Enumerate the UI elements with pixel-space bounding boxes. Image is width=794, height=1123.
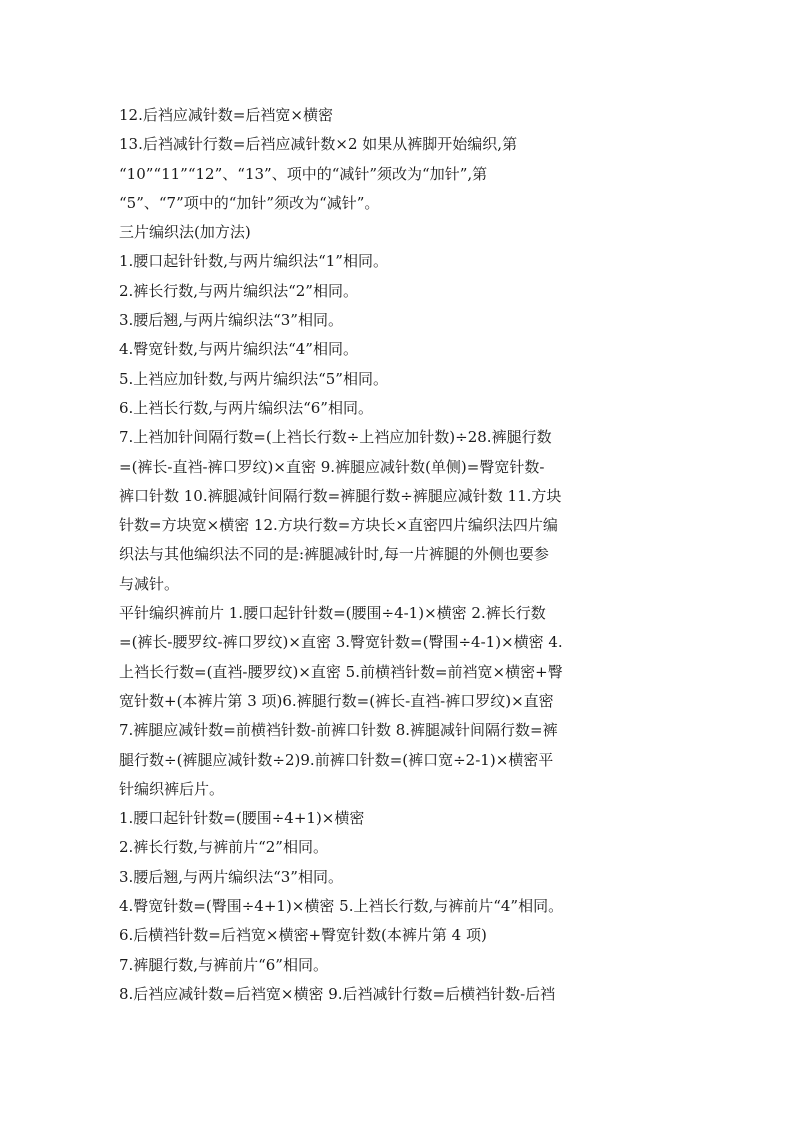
text-line: 裤口针数 10.裤腿减针间隔行数=裤腿行数÷裤腿应减针数 11.方块 bbox=[119, 486, 562, 505]
text-line: 1.腰口起针针数,与两片编织法“1”相同。 bbox=[119, 252, 388, 271]
text-line: 7.裤腿行数,与裤前片“6”相同。 bbox=[119, 955, 328, 974]
text-line: 3.腰后翘,与两片编织法“3”相同。 bbox=[119, 867, 343, 886]
text-line: 3.腰后翘,与两片编织法“3”相同。 bbox=[119, 311, 343, 330]
text-line: 5.上裆应加针数,与两片编织法“5”相同。 bbox=[119, 369, 388, 388]
text-line: 2.裤长行数,与裤前片“2”相同。 bbox=[119, 838, 328, 857]
text-line: 针数=方块宽×横密 12.方块行数=方块长×直密四片编织法四片编 bbox=[119, 516, 558, 535]
text-line: 8.后裆应减针数=后裆宽×横密 9.后裆减针行数=后横裆针数-后裆 bbox=[119, 984, 556, 1003]
text-line: 2.裤长行数,与两片编织法“2”相同。 bbox=[119, 281, 358, 300]
text-line: “5”、“7”项中的“加针”须改为“减针”。 bbox=[119, 193, 380, 212]
text-line: 腿行数÷(裤腿应减针数÷2)9.前裤口针数=(裤口宽÷2-1)×横密平 bbox=[119, 750, 554, 769]
text-line: 7.上裆加针间隔行数=(上裆长行数÷上裆应加针数)÷28.裤腿行数 bbox=[119, 428, 552, 447]
text-line: 4.臀宽针数=(臀围÷4+1)×横密 5.上裆长行数,与裤前片“4”相同。 bbox=[119, 897, 564, 916]
text-line: 4.臀宽针数,与两片编织法“4”相同。 bbox=[119, 340, 358, 359]
text-line: 与减针。 bbox=[119, 574, 180, 593]
text-line: 6.上裆长行数,与两片编织法“6”相同。 bbox=[119, 398, 373, 417]
text-line: =(裤长-腰罗纹-裤口罗纹)×直密 3.臀宽针数=(臀围÷4-1)×横密 4. bbox=[119, 633, 563, 652]
text-line: 6.后横裆针数=后裆宽×横密+臀宽针数(本裤片第 4 项) bbox=[119, 926, 487, 945]
text-line: 平针编织裤前片 1.腰口起针针数=(腰围÷4-1)×横密 2.裤长行数 bbox=[119, 604, 546, 623]
text-line: 织法与其他编织法不同的是:裤腿减针时,每一片裤腿的外侧也要参 bbox=[119, 545, 549, 564]
text-line: 上裆长行数=(直裆-腰罗纹)×直密 5.前横裆针数=前裆宽×横密+臀 bbox=[119, 662, 563, 681]
text-line: 针编织裤后片。 bbox=[119, 779, 225, 798]
text-line: 宽针数+(本裤片第 3 项)6.裤腿行数=(裤长-直裆-裤口罗纹)×直密 bbox=[119, 691, 554, 710]
text-line: =(裤长-直裆-裤口罗纹)×直密 9.裤腿应减针数(单侧)=臀宽针数- bbox=[119, 457, 545, 476]
text-line: “10”“11”“12”、“13”、项中的“减针”须改为“加针”,第 bbox=[119, 164, 488, 183]
document-body bbox=[119, 101, 679, 1009]
text-line: 13.后裆减针行数=后裆应减针数×2 如果从裤脚开始编织,第 bbox=[119, 135, 518, 154]
text-line: 1.腰口起针针数=(腰围÷4+1)×横密 bbox=[119, 809, 365, 828]
section-heading: 三片编织法(加方法) bbox=[119, 223, 251, 242]
text-line: 12.后裆应减针数=后裆宽×横密 bbox=[119, 106, 333, 124]
text-line: 7.裤腿应减针数=前横裆针数-前裤口针数 8.裤腿减针间隔行数=裤 bbox=[119, 721, 558, 740]
